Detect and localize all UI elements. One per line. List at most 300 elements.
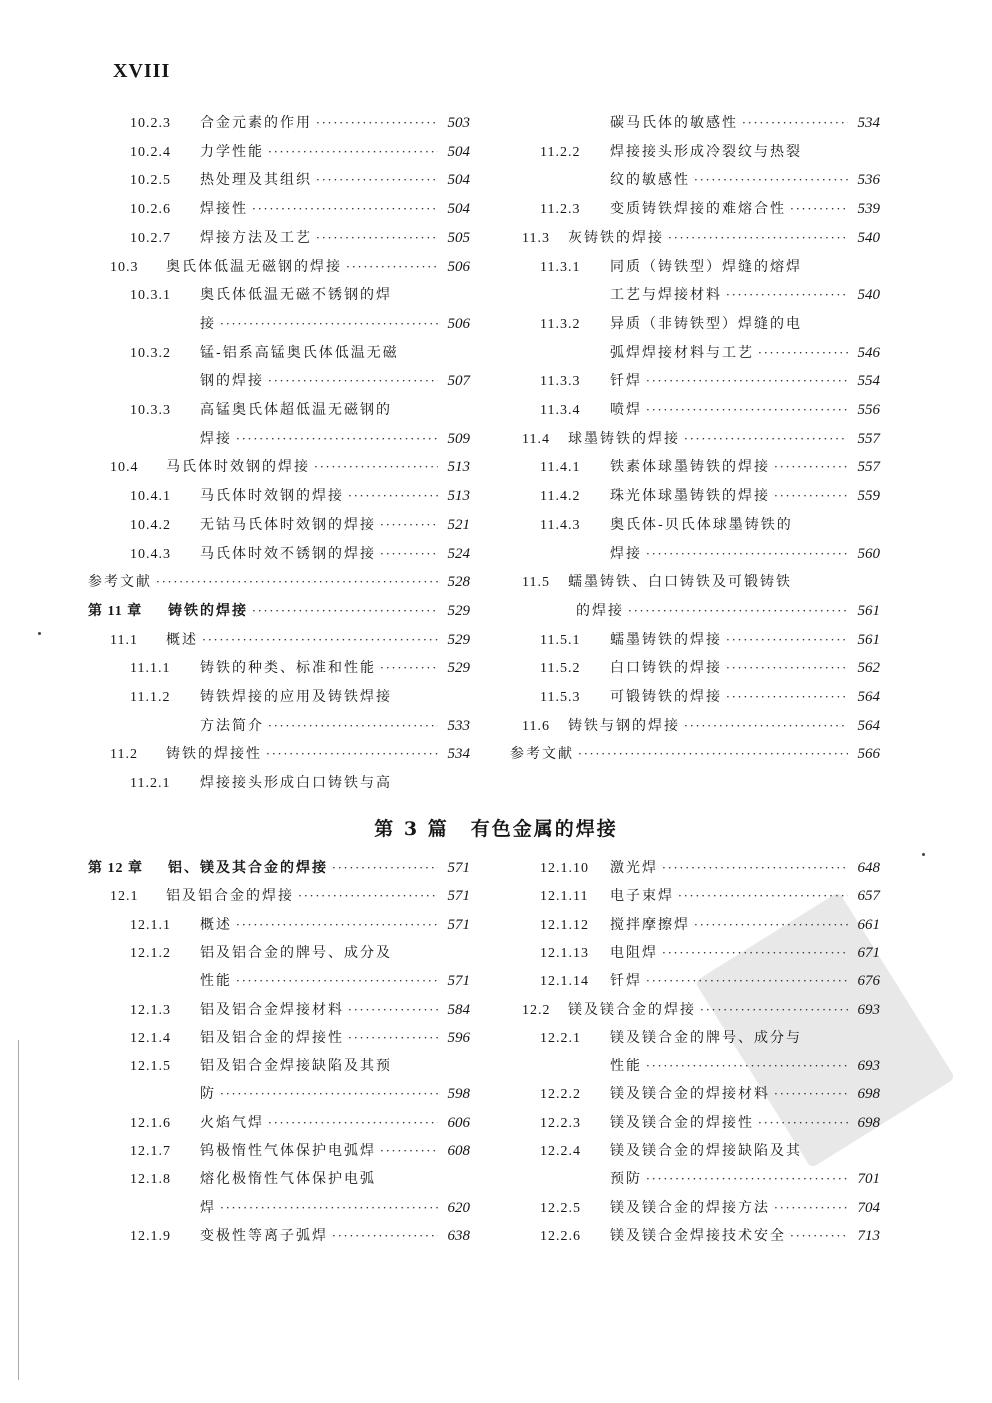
toc-entry <box>610 169 880 191</box>
toc-leader-dots <box>348 999 438 1021</box>
toc-entry-title: 碳马氏体的敏感性 <box>610 115 738 131</box>
toc-entry-page: 536 <box>857 172 880 189</box>
toc-entry-title: 镁及镁合金的牌号、成分与 <box>610 1029 802 1046</box>
toc-entry-title: 热处理及其组织 <box>200 172 312 189</box>
toc-entry-page: 506 <box>447 315 470 332</box>
toc-entry <box>540 256 880 278</box>
toc-entry <box>610 112 880 134</box>
toc-entry-number: 12.1.6 <box>130 1115 171 1131</box>
toc-entry-page: 524 <box>447 545 470 562</box>
toc-entry <box>130 999 470 1021</box>
toc-entry <box>88 600 470 622</box>
toc-entry <box>130 514 470 536</box>
toc-entry <box>130 141 470 163</box>
toc-entry-page: 509 <box>447 430 470 447</box>
toc-entry-page: 584 <box>447 1001 470 1018</box>
toc-entry-title: 铸铁焊接的应用及铸铁焊接 <box>200 689 392 705</box>
toc-leader-dots <box>380 514 438 536</box>
toc-entry-page: 561 <box>857 631 880 648</box>
toc-entry <box>610 284 880 306</box>
toc-entry-page: 529 <box>447 602 470 619</box>
toc-entry-number: 11.3 <box>522 230 550 246</box>
toc-entry-number: 11.4.1 <box>540 460 581 476</box>
toc-leader-dots <box>268 370 438 392</box>
toc-leader-dots <box>684 715 848 737</box>
toc-entry-page: 528 <box>447 574 470 591</box>
toc-entry <box>130 942 470 964</box>
toc-entry-page: 504 <box>447 201 470 218</box>
toc-entry <box>576 600 880 622</box>
toc-entry-number: 11.4 <box>522 431 550 447</box>
toc-entry-title: 铝、镁及其合金的焊接 <box>168 860 328 876</box>
toc-leader-dots <box>646 970 848 992</box>
toc-entry-number: 12.1.2 <box>130 945 171 961</box>
toc-entry <box>610 1168 880 1190</box>
toc-entry-page: 559 <box>857 488 880 505</box>
toc-entry-number: 10.4.3 <box>130 546 171 562</box>
toc-entry-number: 11.1 <box>110 632 138 648</box>
toc-entry-number: 12.2.2 <box>540 1087 581 1103</box>
toc-entry-number: 11.1.2 <box>130 690 171 705</box>
toc-entry <box>540 629 880 651</box>
toc-entry-title: 搅拌摩擦焊 <box>610 916 690 933</box>
toc-leader-dots <box>742 112 848 134</box>
toc-leader-dots <box>646 399 848 421</box>
toc-leader-dots <box>380 1140 438 1162</box>
toc-leader-dots <box>790 1225 848 1247</box>
toc-leader-dots <box>202 629 438 651</box>
toc-entry-title: 的焊接 <box>576 602 624 619</box>
toc-entry <box>130 686 470 708</box>
toc-entry-page: 503 <box>447 115 470 131</box>
toc-entry-number: 12.1.1 <box>130 917 171 933</box>
toc-entry-number: 10.2.5 <box>130 173 171 189</box>
toc-leader-dots <box>252 600 438 622</box>
toc-entry <box>200 715 470 737</box>
toc-leader-dots <box>700 999 848 1021</box>
toc-entry <box>200 970 470 992</box>
toc-entry-number: 10.2.4 <box>130 144 171 160</box>
toc-entry-page: 533 <box>447 717 470 734</box>
toc-leader-dots <box>774 456 848 478</box>
toc-entry <box>540 141 880 163</box>
toc-entry-page: 638 <box>447 1227 470 1244</box>
toc-entry <box>200 1083 470 1105</box>
toc-entry <box>130 169 470 191</box>
toc-leader-dots <box>662 942 848 964</box>
toc-leader-dots <box>726 686 848 708</box>
toc-entry-number: 11.2.2 <box>540 144 581 160</box>
toc-leader-dots <box>678 885 848 907</box>
toc-entry-page: 608 <box>447 1143 470 1159</box>
toc-entry <box>540 657 880 679</box>
toc-entry-title: 力学性能 <box>200 143 264 160</box>
toc-leader-dots <box>332 857 438 879</box>
toc-entry <box>610 342 880 364</box>
toc-entry-title: 性能 <box>200 973 232 990</box>
toc-entry-page: 713 <box>857 1227 880 1244</box>
toc-entry-title: 火焰气焊 <box>200 1114 264 1131</box>
toc-leader-dots <box>346 256 438 278</box>
toc-entry-title: 焊接性 <box>200 201 248 218</box>
toc-entry <box>540 485 880 507</box>
toc-entry-number: 12.1.8 <box>130 1172 171 1188</box>
toc-entry-title: 铁素体球墨铸铁的焊接 <box>610 459 770 476</box>
toc-entry-number: 第 11 章 <box>88 603 143 619</box>
toc-entry-number: 11.3.1 <box>540 259 581 275</box>
toc-leader-dots <box>646 1168 848 1190</box>
toc-entry <box>610 543 880 565</box>
scan-speck <box>922 853 925 856</box>
toc-entry-title: 镁及镁合金的焊接方法 <box>610 1199 770 1216</box>
toc-entry-title: 工艺与焊接材料 <box>610 287 722 304</box>
toc-entry-page: 676 <box>857 973 880 990</box>
toc-entry-title: 马氏体时效不锈钢的焊接 <box>200 545 376 562</box>
part-heading <box>0 814 992 841</box>
toc-entry-number: 11.5.2 <box>540 661 581 677</box>
toc-entry-title: 铝及铝合金的焊接 <box>166 888 294 905</box>
toc-entry-page: 534 <box>447 746 470 763</box>
toc-leader-dots <box>268 715 438 737</box>
toc-entry <box>130 914 470 936</box>
toc-leader-dots <box>726 284 848 306</box>
toc-entry-title: 性能 <box>610 1058 642 1075</box>
toc-leader-dots <box>316 227 438 249</box>
toc-entry-page: 540 <box>857 287 880 304</box>
toc-entry-page: 571 <box>447 860 470 876</box>
toc-leader-dots <box>268 141 438 163</box>
toc-entry-page: 546 <box>857 344 880 361</box>
part-title: 有色金属的焊接 <box>470 818 618 840</box>
toc-entry <box>540 1197 880 1219</box>
toc-entry-title: 马氏体时效钢的焊接 <box>200 488 344 505</box>
toc-leader-dots <box>314 456 438 478</box>
toc-entry-title: 奥氏体低温无磁不锈钢的焊 <box>200 287 392 304</box>
toc-entry-number: 12.1.11 <box>540 889 589 905</box>
toc-entry-title: 可锻铸铁的焊接 <box>610 689 722 705</box>
toc-entry-page: 556 <box>857 402 880 418</box>
toc-entry-page: 560 <box>857 545 880 562</box>
toc-leader-dots <box>758 1112 848 1134</box>
toc-entry-title: 奥氏体-贝氏体球墨铸铁的 <box>610 516 793 533</box>
toc-entry-number: 12.1.9 <box>130 1228 171 1244</box>
toc-entry-number: 10.3.3 <box>130 403 171 418</box>
toc-entry-title: 预防 <box>610 1171 642 1188</box>
toc-entry-title: 球墨铸铁的焊接 <box>568 430 680 447</box>
toc-entry-title: 钎焊 <box>610 373 642 390</box>
toc-entry <box>88 857 470 879</box>
toc-entry-number: 11.3.3 <box>540 374 581 390</box>
toc-entry-page: 534 <box>857 115 880 131</box>
toc-entry-page: 657 <box>857 888 880 905</box>
toc-leader-dots <box>316 169 438 191</box>
toc-leader-dots <box>266 743 438 765</box>
toc-entry-page: 554 <box>857 373 880 390</box>
toc-entry <box>540 857 880 879</box>
toc-entry-number: 11.1.1 <box>130 661 171 677</box>
toc-entry <box>540 1140 880 1162</box>
toc-entry-page: 571 <box>447 973 470 990</box>
toc-entry-page: 671 <box>857 944 880 961</box>
toc-entry-number: 10.3.1 <box>130 288 171 304</box>
toc-entry-number: 11.6 <box>522 718 550 734</box>
toc-entry <box>130 1168 470 1190</box>
toc-entry-page: 571 <box>447 888 470 905</box>
toc-entry-page: 505 <box>447 229 470 246</box>
toc-entry-number: 12.1.14 <box>540 974 589 990</box>
toc-leader-dots <box>268 1112 438 1134</box>
toc-entry <box>540 370 880 392</box>
toc-leader-dots <box>220 1197 438 1219</box>
toc-entry-page: 539 <box>857 201 880 218</box>
page-number: XVIII <box>113 60 171 82</box>
toc-entry-title: 异质（非铸铁型）焊缝的电 <box>610 315 802 332</box>
toc-entry <box>540 399 880 421</box>
toc-entry <box>130 1112 470 1134</box>
toc-entry <box>540 914 880 936</box>
toc-leader-dots <box>662 857 848 879</box>
toc-entry-title: 焊 <box>200 1199 216 1216</box>
toc-entry-number: 12.2.4 <box>540 1144 581 1159</box>
toc-entry <box>540 198 880 220</box>
toc-entry-page: 701 <box>857 1171 880 1188</box>
toc-entry-title: 铸铁的种类、标准和性能 <box>200 660 376 677</box>
toc-entry-title: 白口铸铁的焊接 <box>610 660 722 677</box>
toc-leader-dots <box>694 914 848 936</box>
toc-leader-dots <box>220 1083 438 1105</box>
toc-entry <box>522 571 880 593</box>
toc-entry-title: 焊接接头形成白口铸铁与高 <box>200 775 392 792</box>
toc-leader-dots <box>774 485 848 507</box>
toc-entry <box>110 456 470 478</box>
toc-leader-dots <box>348 1027 438 1049</box>
toc-entry-page: 557 <box>857 459 880 476</box>
toc-leader-dots <box>774 1083 848 1105</box>
toc-leader-dots <box>628 600 848 622</box>
toc-entry-title: 焊接 <box>610 545 642 562</box>
toc-entry <box>540 1027 880 1049</box>
toc-entry <box>130 772 470 794</box>
toc-entry <box>130 198 470 220</box>
toc-leader-dots <box>646 370 848 392</box>
toc-entry-number: 12.1.10 <box>540 861 589 876</box>
toc-entry-title: 铸铁与钢的焊接 <box>568 717 680 734</box>
toc-entry-page: 661 <box>857 916 880 933</box>
toc-entry-title: 弧焊焊接材料与工艺 <box>610 344 754 361</box>
toc-leader-dots <box>380 657 438 679</box>
toc-leader-dots <box>758 342 848 364</box>
toc-entry-title: 钎焊 <box>610 973 642 990</box>
toc-entry-number: 12.1.3 <box>130 1002 171 1018</box>
toc-leader-dots <box>236 914 438 936</box>
toc-entry-title: 镁及镁合金的焊接性 <box>610 1114 754 1131</box>
toc-entry <box>130 342 470 364</box>
toc-entry-title: 纹的敏感性 <box>610 172 690 189</box>
scan-margin-rule <box>18 1040 19 1380</box>
toc-entry-title: 铝及铝合金的牌号、成分及 <box>200 944 392 961</box>
toc-entry-title: 铸铁的焊接性 <box>166 746 262 763</box>
toc-entry-number: 11.5.1 <box>540 632 581 648</box>
toc-leader-dots <box>684 428 848 450</box>
toc-entry-page: 596 <box>447 1029 470 1046</box>
toc-entry-title: 蠕墨铸铁的焊接 <box>610 631 722 648</box>
toc-entry-number: 10.2.3 <box>130 116 171 131</box>
toc-entry-number: 第 12 章 <box>88 861 143 876</box>
toc-leader-dots <box>774 1197 848 1219</box>
toc-entry-page: 529 <box>447 631 470 648</box>
toc-entry-title: 焊接接头形成冷裂纹与热裂 <box>610 143 802 160</box>
toc-entry-page: 704 <box>857 1199 880 1216</box>
toc-entry-number: 12.1.4 <box>130 1030 171 1046</box>
toc-entry <box>130 284 470 306</box>
toc-entry-page: 698 <box>857 1086 880 1103</box>
toc-entry-page: 561 <box>857 602 880 619</box>
toc-entry-page: 693 <box>857 1001 880 1018</box>
toc-leader-dots <box>236 970 438 992</box>
toc-leader-dots <box>236 428 438 450</box>
toc-entry <box>540 456 880 478</box>
toc-entry-title: 防 <box>200 1086 216 1103</box>
toc-entry <box>540 1225 880 1247</box>
toc-entry <box>130 112 470 134</box>
toc-entry-title: 概述 <box>200 916 232 933</box>
toc-entry-title: 变质铸铁焊接的难熔合性 <box>610 201 786 218</box>
toc-leader-dots <box>726 657 848 679</box>
toc-entry <box>522 227 880 249</box>
toc-entry-number: 12.2.3 <box>540 1115 581 1131</box>
toc-leader-dots <box>332 1225 438 1247</box>
toc-leader-dots <box>694 169 848 191</box>
toc-entry-title: 焊接方法及工艺 <box>200 229 312 246</box>
toc-entry-title: 镁及镁合金焊接技术安全 <box>610 1227 786 1244</box>
toc-entry-page: 698 <box>857 1114 880 1131</box>
toc-entry-title: 铝及铝合金焊接材料 <box>200 1001 344 1018</box>
toc-entry <box>200 1197 470 1219</box>
toc-entry-title: 无钴马氏体时效钢的焊接 <box>200 516 376 533</box>
toc-entry <box>130 1027 470 1049</box>
toc-entry-page: 513 <box>447 488 470 505</box>
toc-entry <box>540 970 880 992</box>
toc-entry-number: 11.3.2 <box>540 316 581 332</box>
toc-entry-page: 606 <box>447 1114 470 1131</box>
toc-entry-number: 12.1.5 <box>130 1059 171 1075</box>
toc-entry-title: 镁及镁合金的焊接缺陷及其 <box>610 1143 802 1159</box>
toc-entry-title: 锰-铝系高锰奥氏体低温无磁 <box>200 344 399 361</box>
toc-entry-number: 12.2.1 <box>540 1030 581 1046</box>
toc-entry-page: 566 <box>857 746 880 763</box>
toc-entry-number: 10.3 <box>110 259 139 275</box>
toc-entry-title: 焊接 <box>200 430 232 447</box>
toc-entry-number: 11.5 <box>522 575 550 591</box>
toc-entry <box>110 743 470 765</box>
toc-entry-number: 11.4.2 <box>540 489 581 505</box>
toc-entry <box>540 942 880 964</box>
toc-entry-page: 529 <box>447 660 470 677</box>
toc-entry <box>110 256 470 278</box>
toc-entry-title: 镁及镁合金的焊接 <box>568 1001 696 1018</box>
toc-entry-page: 598 <box>447 1086 470 1103</box>
toc-entry-title: 珠光体球墨铸铁的焊接 <box>610 488 770 505</box>
toc-entry <box>510 743 880 765</box>
toc-entry-title: 喷焊 <box>610 402 642 418</box>
toc-leader-dots <box>252 198 438 220</box>
toc-entry-title: 灰铸铁的焊接 <box>568 229 664 246</box>
toc-leader-dots <box>668 227 848 249</box>
toc-entry <box>110 885 470 907</box>
toc-leader-dots <box>646 543 848 565</box>
toc-entry-title: 参考文献 <box>510 746 574 763</box>
toc-entry <box>130 485 470 507</box>
toc-entry-number: 10.4 <box>110 460 139 476</box>
toc-entry-number: 11.4.3 <box>540 517 581 533</box>
toc-entry <box>540 686 880 708</box>
toc-entry-page: 562 <box>857 660 880 677</box>
toc-entry-page: 540 <box>857 229 880 246</box>
toc-entry-page: 564 <box>857 717 880 734</box>
toc-entry-number: 12.2.5 <box>540 1200 581 1216</box>
toc-entry-title: 概述 <box>166 631 198 648</box>
toc-entry-number: 10.3.2 <box>130 345 171 361</box>
toc-entry-number: 12.2.6 <box>540 1228 581 1244</box>
part-label: 第 3 篇 <box>374 818 449 840</box>
toc-entry-title: 铝及铝合金的焊接性 <box>200 1029 344 1046</box>
toc-entry-title: 蠕墨铸铁、白口铸铁及可锻铸铁 <box>568 574 792 591</box>
toc-entry-number: 10.4.2 <box>130 517 171 533</box>
scan-speck <box>38 632 41 635</box>
toc-entry-title: 钢的焊接 <box>200 373 264 390</box>
toc-entry-number: 12.2 <box>522 1002 551 1018</box>
toc-entry <box>130 1140 470 1162</box>
toc-entry-title: 马氏体时效钢的焊接 <box>166 459 310 476</box>
toc-entry-page: 564 <box>857 689 880 705</box>
toc-entry-title: 方法简介 <box>200 717 264 734</box>
toc-entry <box>540 514 880 536</box>
toc-entry-number: 12.1.13 <box>540 945 589 961</box>
toc-entry-title: 高锰奥氏体超低温无磁钢的 <box>200 402 392 418</box>
toc-entry <box>522 999 880 1021</box>
toc-leader-dots <box>646 1055 848 1077</box>
toc-entry-number: 11.2.1 <box>130 776 171 792</box>
toc-entry-number: 10.4.1 <box>130 489 171 505</box>
toc-entry <box>522 715 880 737</box>
toc-leader-dots <box>790 198 848 220</box>
toc-entry-number: 11.2.3 <box>540 202 581 218</box>
toc-entry <box>130 399 470 421</box>
toc-entry-title: 铝及铝合金焊接缺陷及其预 <box>200 1058 392 1075</box>
toc-entry <box>130 1055 470 1077</box>
toc-entry <box>200 313 470 335</box>
toc-entry-page: 571 <box>447 916 470 933</box>
toc-entry-number: 12.1.7 <box>130 1144 171 1159</box>
toc-entry-title: 熔化极惰性气体保护电弧 <box>200 1171 376 1188</box>
toc-entry-page: 521 <box>447 516 470 533</box>
toc-entry-page: 513 <box>447 459 470 476</box>
toc-leader-dots <box>726 629 848 651</box>
toc-entry-page: 507 <box>447 373 470 390</box>
toc-entry <box>130 227 470 249</box>
toc-entry <box>200 428 470 450</box>
toc-entry-number: 10.2.7 <box>130 230 171 246</box>
toc-entry-title: 接 <box>200 315 216 332</box>
toc-entry-page: 506 <box>447 258 470 275</box>
toc-entry-title: 同质（铸铁型）焊缝的熔焊 <box>610 258 802 275</box>
toc-entry <box>130 1225 470 1247</box>
toc-entry-title: 变极性等离子弧焊 <box>200 1227 328 1244</box>
toc-entry-number: 10.2.6 <box>130 202 171 218</box>
toc-entry-page: 693 <box>857 1058 880 1075</box>
toc-entry-number: 11.2 <box>110 747 138 763</box>
toc-entry-page: 504 <box>447 143 470 160</box>
